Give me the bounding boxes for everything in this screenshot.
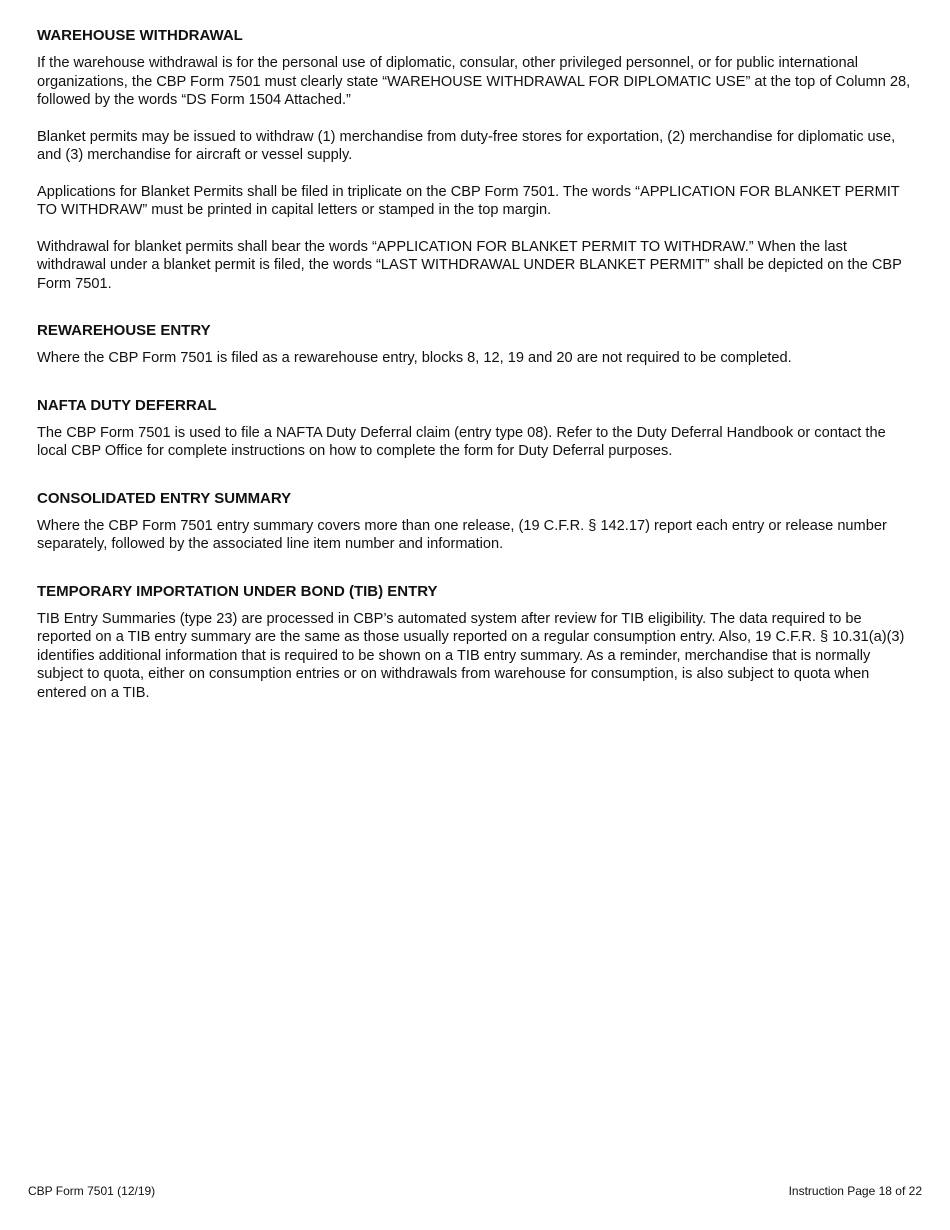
section-heading: REWAREHOUSE ENTRY: [37, 322, 211, 339]
section-rewarehouse-entry: [37, 321, 917, 368]
paragraph: If the warehouse withdrawal is for the personal use of diplomatic, consular, other privileged personnel, or for public international organizations, the CBP Form 7501 must clearly state “WAREHOUSE WITHDRAWAL FOR DIPLOMATIC USE” at the top of Column 28, followed by the words “DS Form 1504 Attached.”: [37, 55, 911, 108]
section-heading: WAREHOUSE WITHDRAWAL: [37, 27, 243, 44]
footer-page-number: Instruction Page 18 of 22: [788, 1184, 922, 1198]
section-heading: CONSOLIDATED ENTRY SUMMARY: [37, 489, 292, 507]
section-tib-entry: [37, 582, 917, 703]
paragraph: TIB Entry Summaries (type 23) are processed in CBP’s automated system after review for TIB eligibility. The data required to be reported on a TIB entry summary are the same as those usually reported on a regular consumption entry. Also, 19 C.F.R. § 10.31(a)(3) identifies additional information that is required to be shown on a TIB entry summary. As a reminder, merchandise that is normally subject to quota, either on consumption entries or on withdrawals from warehouse for consumption, is also subject to quota when entered on a TIB.: [37, 610, 905, 701]
paragraph: The CBP Form 7501 is used to file a NAFTA Duty Deferral claim (entry type 08). Refer to the Duty Deferral Handbook or contact the local CBP Office for complete instructions on how to complete the form for Duty Deferral purposes.: [37, 424, 886, 459]
footer-form-id: CBP Form 7501 (12/19): [28, 1184, 156, 1198]
paragraph: Blanket permits may be issued to withdraw (1) merchandise from duty-free stores for exportation, (2) merchandise for diplomatic use, and (3) merchandise for aircraft or vessel supply.: [37, 128, 896, 163]
section-nafta-duty-deferral: [37, 396, 917, 461]
paragraph: Withdrawal for blanket permits shall bear the words “APPLICATION FOR BLANKET PERMIT TO WITHDRAW.” When the last withdrawal under a blanket permit is filed, the words “LAST WITHDRAWAL UNDER BLANKET PERMIT” shall be depicted on the CBP Form 7501.: [37, 238, 902, 292]
section-consolidated-entry-summary: [37, 489, 917, 554]
paragraph: Applications for Blanket Permits shall be filed in triplicate on the CBP Form 7501. The words “APPLICATION FOR BLANKET PERMIT TO WITHDRAW” must be printed in capital letters or stamped in the top margin.: [37, 183, 900, 218]
section-heading: NAFTA DUTY DEFERRAL: [37, 396, 217, 414]
section-spacer: [37, 572, 917, 582]
paragraph: Where the CBP Form 7501 is filed as a rewarehouse entry, blocks 8, 12, 19 and 20 are not required to be completed.: [37, 350, 792, 366]
section-spacer: [37, 386, 917, 396]
section-spacer: [37, 311, 917, 321]
section-warehouse-withdrawal: [37, 26, 917, 293]
paragraph: Where the CBP Form 7501 entry summary covers more than one release, (19 C.F.R. § 142.17) report each entry or release number separately, followed by the associated line item number and information.: [37, 517, 887, 552]
document-page: [37, 26, 917, 720]
section-heading: TEMPORARY IMPORTATION UNDER BOND (TIB) ENTRY: [37, 582, 438, 600]
section-spacer: [37, 479, 917, 489]
